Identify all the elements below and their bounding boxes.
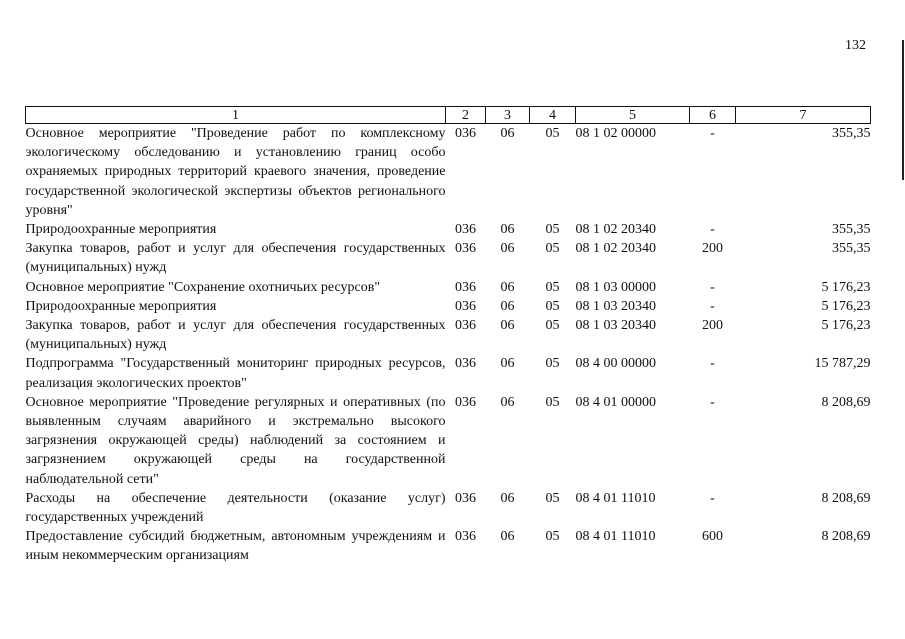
row-target-article: 08 1 03 20340 xyxy=(575,318,656,334)
table-row xyxy=(26,489,871,527)
row-amount: 355,35 xyxy=(832,126,871,141)
row-expense-type: - xyxy=(710,298,715,314)
row-amount: 5 176,23 xyxy=(821,298,871,314)
table-row xyxy=(26,354,871,392)
row-section: 06 xyxy=(500,222,515,238)
row-target-article: 08 4 01 11010 xyxy=(575,529,656,545)
row-section: 06 xyxy=(500,356,515,372)
row-expense-type: - xyxy=(710,222,715,238)
row-amount: 355,35 xyxy=(832,241,871,257)
row-target-article: 08 4 01 11010 xyxy=(575,490,656,506)
row-name: Основное мероприятие "Проведение работ по комплексному экологическому обследованию и установлению границ особо охраняемых природных территорий краевого значения, проведение государственной экологической экспертизы объектов регионального уровня" xyxy=(25,126,446,218)
row-name: Природоохранные мероприятия xyxy=(25,298,217,314)
row-subsection: 05 xyxy=(545,126,560,141)
row-target-article: 08 4 00 00000 xyxy=(575,356,656,372)
row-section: 06 xyxy=(500,318,515,334)
row-grbs: 036 xyxy=(455,241,476,257)
row-name: Закупка товаров, работ и услуг для обеспечения государственных (муниципальных) нужд xyxy=(25,318,446,353)
budget-table xyxy=(25,106,871,566)
row-name: Закупка товаров, работ и услуг для обеспечения государственных (муниципальных) нужд xyxy=(25,241,446,276)
row-subsection: 05 xyxy=(545,394,560,410)
row-section: 06 xyxy=(500,279,515,295)
row-grbs: 036 xyxy=(455,490,476,506)
row-expense-type: - xyxy=(710,394,715,410)
row-subsection: 05 xyxy=(545,222,560,238)
row-name: Расходы на обеспечение деятельности (оказание услуг) государственных учреждений xyxy=(25,490,446,526)
table-row xyxy=(26,220,871,239)
table-row xyxy=(26,278,871,297)
row-section: 06 xyxy=(500,394,515,410)
row-section: 06 xyxy=(500,298,515,314)
row-name: Предоставление субсидий бюджетным, автономным учреждениям и иным некоммерческим организациям xyxy=(25,529,446,564)
row-subsection: 05 xyxy=(545,241,560,257)
row-grbs: 036 xyxy=(455,394,476,410)
row-expense-type: 200 xyxy=(702,241,723,257)
page-number: 132 xyxy=(845,38,866,53)
row-subsection: 05 xyxy=(545,356,560,372)
row-expense-type: - xyxy=(710,279,715,295)
row-amount: 5 176,23 xyxy=(821,279,871,295)
column-header: 7 xyxy=(736,107,871,124)
row-grbs: 036 xyxy=(455,529,476,545)
row-expense-type: 600 xyxy=(702,529,723,545)
table-header-row xyxy=(26,107,871,124)
row-target-article: 08 4 01 00000 xyxy=(575,394,656,410)
row-amount: 8 208,69 xyxy=(821,394,871,410)
table-row xyxy=(26,393,871,489)
row-expense-type: - xyxy=(710,126,715,141)
row-amount: 5 176,23 xyxy=(821,318,871,334)
row-section: 06 xyxy=(500,529,515,545)
row-amount: 8 208,69 xyxy=(821,529,871,545)
row-grbs: 036 xyxy=(455,298,476,314)
column-header: 3 xyxy=(486,107,530,124)
row-subsection: 05 xyxy=(545,279,560,295)
column-header: 6 xyxy=(690,107,736,124)
row-expense-type: - xyxy=(710,356,715,372)
page-edge-line xyxy=(902,40,904,180)
column-header: 2 xyxy=(446,107,486,124)
row-section: 06 xyxy=(500,126,515,141)
row-target-article: 08 1 02 00000 xyxy=(575,126,656,141)
row-grbs: 036 xyxy=(455,318,476,334)
row-expense-type: - xyxy=(710,490,715,506)
row-grbs: 036 xyxy=(455,356,476,372)
row-name: Природоохранные мероприятия xyxy=(25,222,217,238)
row-subsection: 05 xyxy=(545,298,560,314)
row-section: 06 xyxy=(500,490,515,506)
table-row xyxy=(26,527,871,565)
row-grbs: 036 xyxy=(455,126,476,141)
row-amount: 355,35 xyxy=(832,222,871,238)
row-grbs: 036 xyxy=(455,279,476,295)
row-amount: 8 208,69 xyxy=(821,490,871,506)
column-header: 1 xyxy=(26,107,446,124)
row-subsection: 05 xyxy=(545,490,560,506)
row-name: Основное мероприятие "Сохранение охотничьих ресурсов" xyxy=(25,279,381,295)
row-subsection: 05 xyxy=(545,318,560,334)
column-header: 4 xyxy=(530,107,576,124)
row-target-article: 08 1 02 20340 xyxy=(575,241,656,257)
row-expense-type: 200 xyxy=(702,318,723,334)
column-header: 5 xyxy=(576,107,690,124)
row-section: 06 xyxy=(500,241,515,257)
table-row xyxy=(26,297,871,316)
table-row xyxy=(26,239,871,277)
row-subsection: 05 xyxy=(545,529,560,545)
row-name: Подпрограмма "Государственный мониторинг природных ресурсов, реализация экологических проектов" xyxy=(25,356,446,391)
row-amount: 15 787,29 xyxy=(814,356,871,372)
row-name: Основное мероприятие "Проведение регулярных и оперативных (по выявленным случаям аварийного и экстремально высокого загрязнения окружающей среды) наблюдений за состоянием и загрязнением окружающей среды на государственной наблюдательной сети" xyxy=(25,394,446,487)
row-grbs: 036 xyxy=(455,222,476,238)
table-row xyxy=(26,316,871,354)
row-target-article: 08 1 03 20340 xyxy=(575,298,656,314)
table-row xyxy=(26,124,871,221)
row-target-article: 08 1 03 00000 xyxy=(575,279,656,295)
row-target-article: 08 1 02 20340 xyxy=(575,222,656,238)
